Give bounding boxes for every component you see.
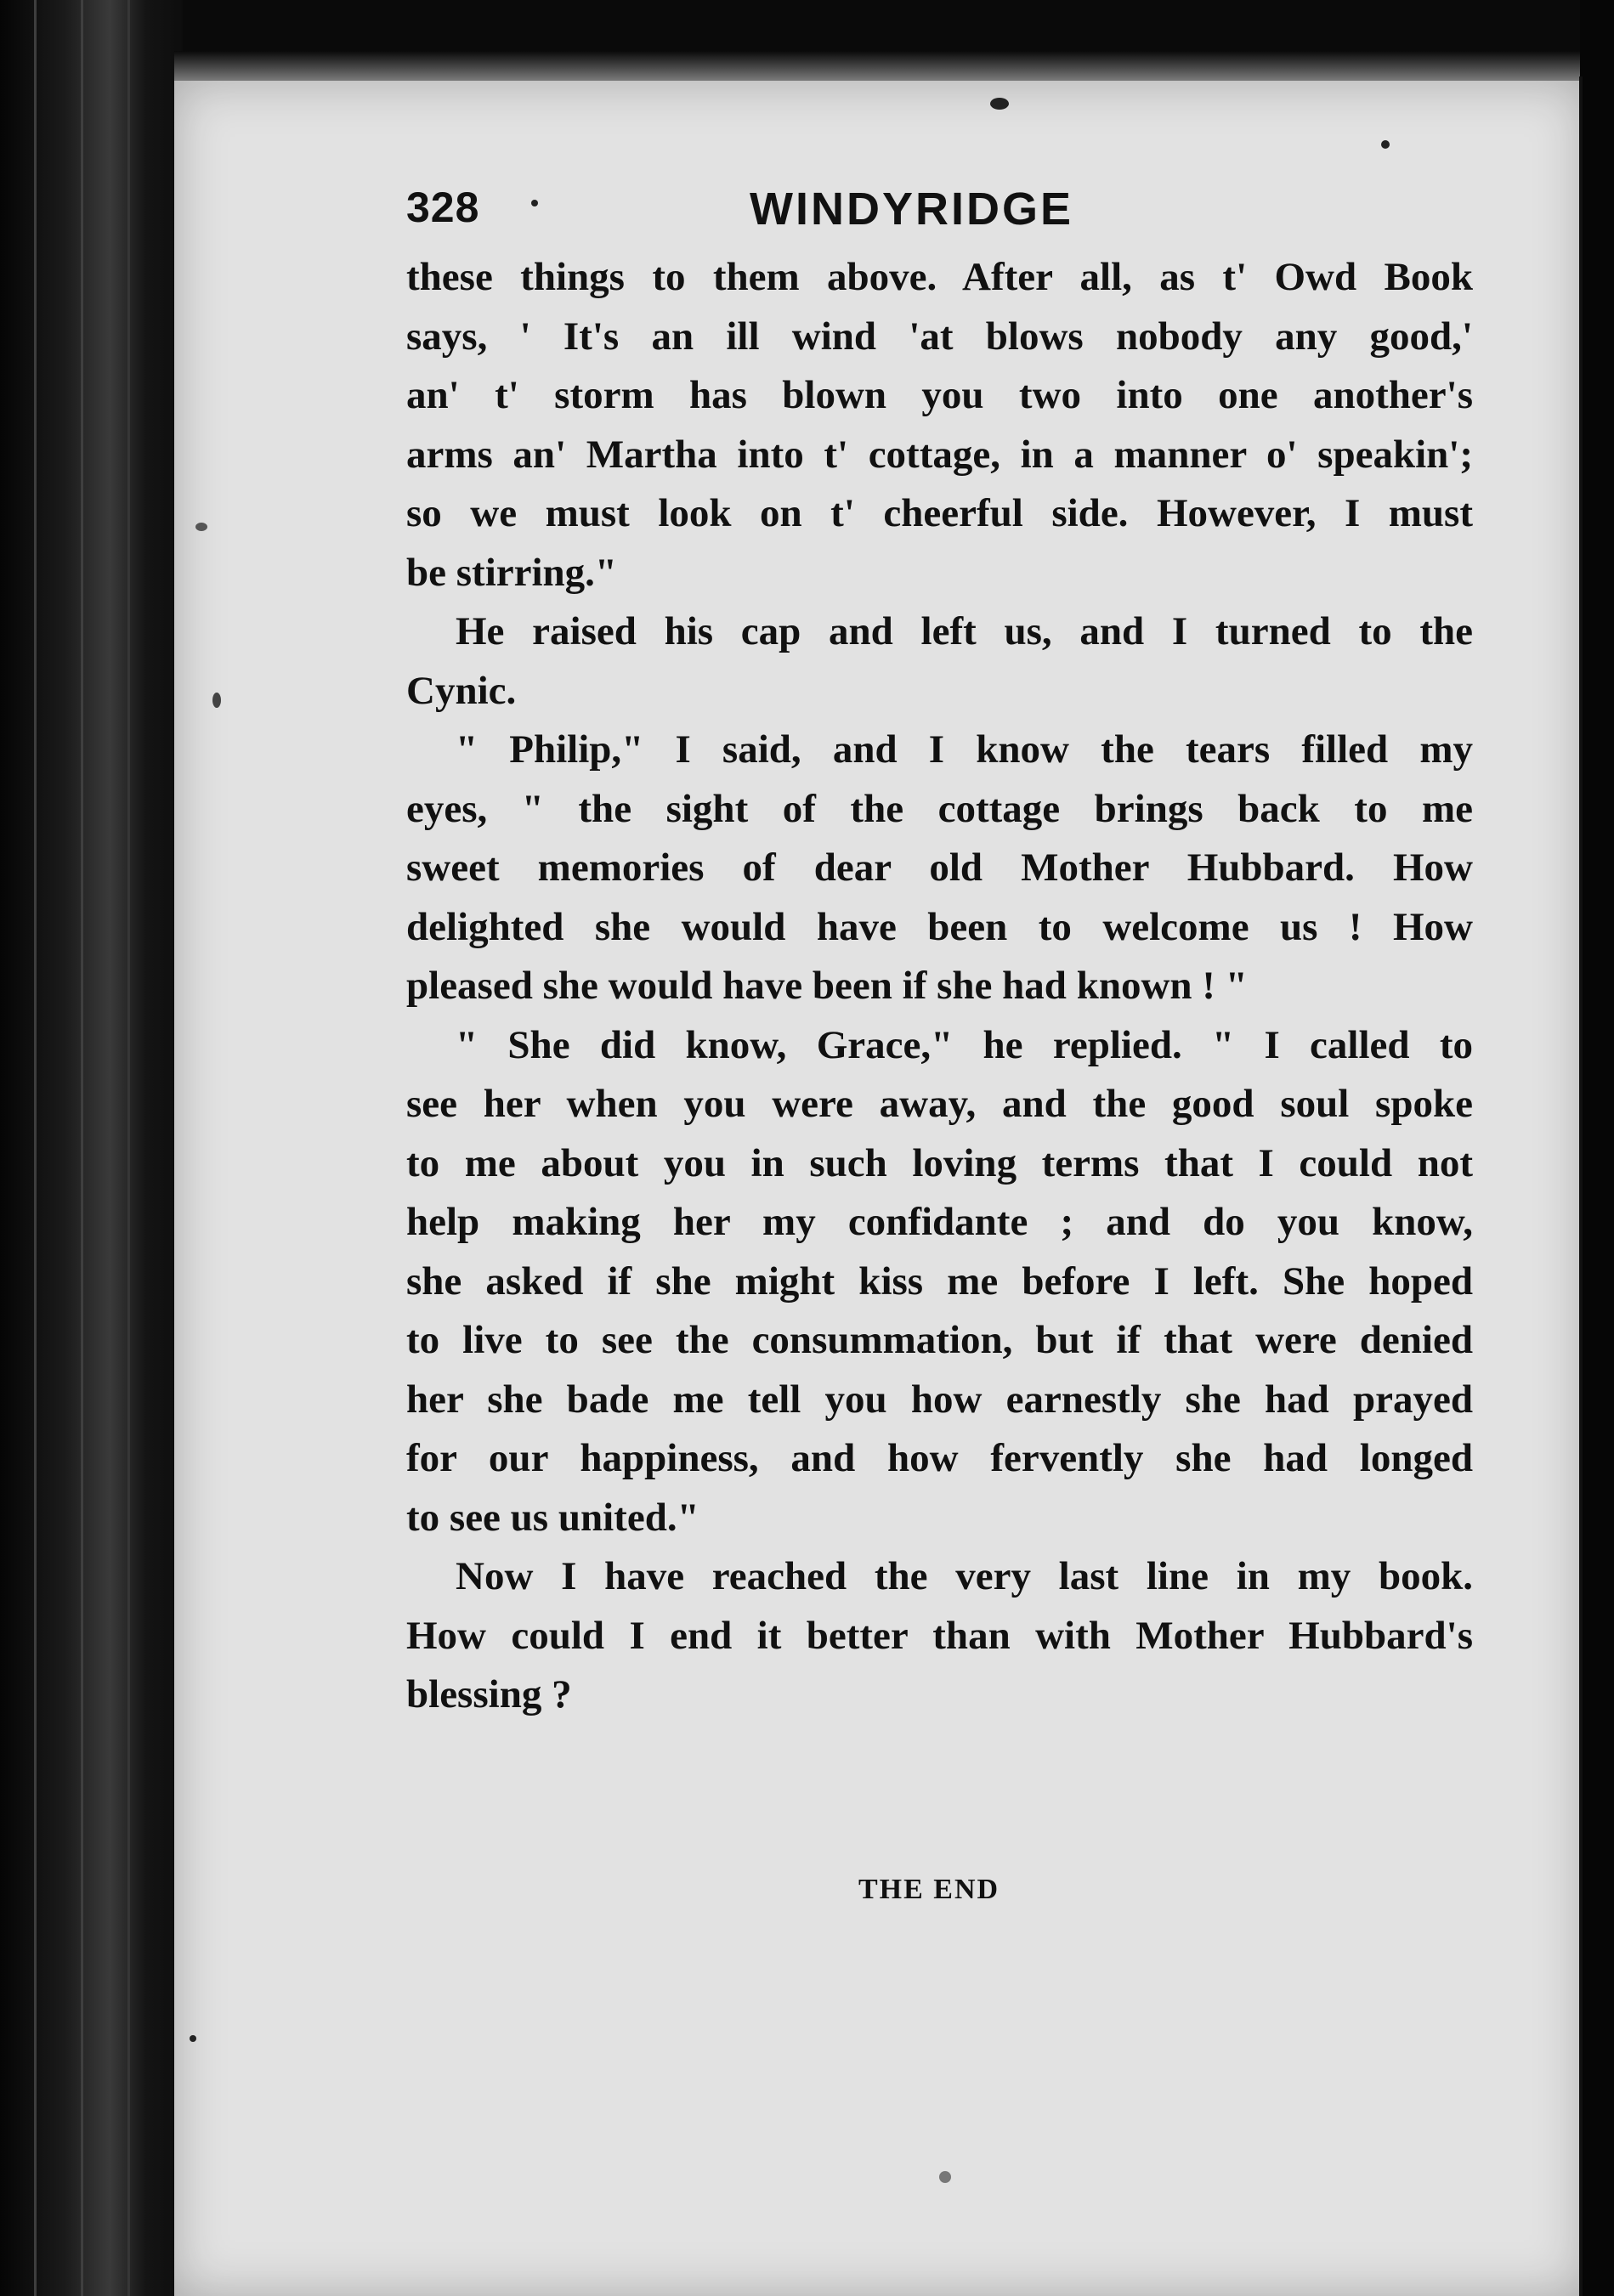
text-line: He raised his cap and left us, and I turned to the bbox=[456, 609, 1473, 653]
scan-top-border bbox=[174, 51, 1585, 85]
scan-speck bbox=[212, 693, 221, 708]
text-line: these things to them above. After all, as t' Owd Book bbox=[406, 255, 1473, 299]
paragraph bbox=[406, 602, 1473, 721]
text-line: blessing ? bbox=[406, 1672, 572, 1716]
text-line: sweet memories of dear old Mother Hubbard. How bbox=[406, 845, 1473, 890]
paragraph bbox=[406, 1547, 1473, 1725]
scan-speck bbox=[190, 2035, 196, 2042]
text-line: to me about you in such loving terms that I could not bbox=[406, 1140, 1473, 1185]
paragraph bbox=[406, 248, 1473, 602]
body-text bbox=[406, 248, 1473, 1725]
text-line: arms an' Martha into t' cottage, in a manner o' speakin'; bbox=[406, 432, 1473, 477]
running-head: WINDYRIDGE bbox=[750, 184, 1073, 235]
text-line: eyes, " the sight of the cottage brings back to me bbox=[406, 786, 1473, 831]
paragraph bbox=[406, 1016, 1473, 1548]
scan-right-line bbox=[1579, 76, 1583, 2296]
scan-speck bbox=[195, 523, 207, 531]
page-header bbox=[406, 183, 1469, 242]
text-line: her she bade me tell you how earnestly she had prayed bbox=[406, 1377, 1473, 1422]
text-line: so we must look on t' cheerful side. However, I must bbox=[406, 491, 1473, 535]
text-line: for our happiness, and how fervently she had longed bbox=[406, 1436, 1473, 1480]
the-end: THE END bbox=[858, 1874, 1000, 1905]
text-line: to live to see the consummation, but if that were denied bbox=[406, 1318, 1473, 1362]
text-line: says, ' It's an ill wind 'at blows nobody any good,' bbox=[406, 314, 1473, 359]
text-line: Cynic. bbox=[406, 668, 517, 713]
text-line: an' t' storm has blown you two into one another's bbox=[406, 373, 1473, 417]
scan-streak bbox=[127, 0, 130, 2296]
page-number: 328 bbox=[406, 184, 480, 231]
text-line: Now I have reached the very last line in my book. bbox=[456, 1554, 1473, 1598]
text-line: see her when you were away, and the good soul spoke bbox=[406, 1082, 1473, 1126]
scan-streak bbox=[34, 0, 37, 2296]
paragraph bbox=[406, 721, 1473, 1016]
text-line: be stirring." bbox=[406, 550, 618, 595]
scan-speck bbox=[939, 2171, 951, 2183]
scan-streak bbox=[81, 0, 83, 2296]
scan-speck bbox=[1381, 140, 1390, 149]
text-line: help making her my confidante ; and do you know, bbox=[406, 1200, 1473, 1244]
text-line: How could I end it better than with Mother Hubbard's bbox=[406, 1613, 1473, 1658]
text-line: pleased she would have been if she had known ! " bbox=[406, 964, 1248, 1008]
text-line: " She did know, Grace," he replied. " I called to bbox=[456, 1022, 1473, 1067]
scan-speck bbox=[990, 98, 1009, 110]
scan-left-border bbox=[0, 0, 183, 2296]
text-line: delighted she would have been to welcome us ! How bbox=[406, 904, 1473, 949]
text-line: " Philip," I said, and I know the tears filled my bbox=[456, 727, 1473, 772]
text-line: she asked if she might kiss me before I left. She hoped bbox=[406, 1258, 1473, 1304]
scan-right-border bbox=[1580, 0, 1614, 2296]
text-line: to see us united." bbox=[406, 1495, 699, 1540]
